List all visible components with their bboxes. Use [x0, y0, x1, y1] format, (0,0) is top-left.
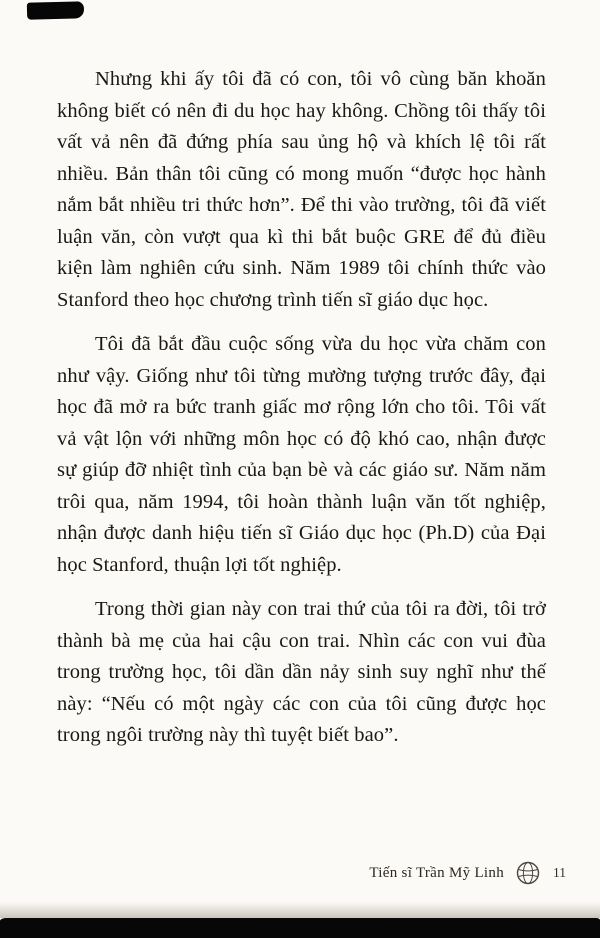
page-curl-shadow	[0, 902, 600, 918]
page-footer	[0, 858, 600, 888]
page-number: 11	[553, 865, 566, 880]
scan-artifact-top	[27, 1, 84, 19]
globe-icon	[513, 859, 543, 887]
paragraph-3: Trong thời gian này con trai thứ của tôi ra đời, tôi trở thành bà mẹ của hai cậu con trai. Nhìn các con vui đùa trong trường học, tôi dần dần nảy sinh suy nghĩ như thế này: “Nếu có một ngày các con của tôi cũng được học trong ngôi trường này thì tuyệt biết bao”.	[57, 598, 546, 746]
footer-book-title: Tiến sĩ Trần Mỹ Linh	[369, 864, 504, 881]
page-text	[57, 64, 546, 765]
scan-artifact-bottom	[0, 918, 600, 938]
paragraph-1: Nhưng khi ấy tôi đã có con, tôi vô cùng băn khoăn không biết có nên đi du học hay không. Chồng tôi thấy tôi vất vả nên đã đứng phía sau ủng hộ và khích lệ tôi rất nhiều. Bản thân tôi cũng có mong muốn “được học hành nắm bắt nhiều tri thức hơn”. Để thi vào trường, tôi đã viết luận văn, còn vượt qua kì thi bắt buộc GRE để đủ điều kiện làm nghiên cứu sinh. Năm 1989 tôi chính thức vào Stanford theo học chương trình tiến sĩ giáo dục học.	[57, 68, 546, 311]
paragraph-2: Tôi đã bắt đầu cuộc sống vừa du học vừa chăm con như vậy. Giống như tôi từng mường tượng trước đây, đại học đã mở ra bức tranh giấc mơ rộng lớn cho tôi. Tôi vất vả vật lộn với những môn học có độ khó cao, nhận được sự giúp đỡ nhiệt tình của bạn bè và các giáo sư. Năm năm trôi qua, năm 1994, tôi hoàn thành luận văn tốt nghiệp, nhận được danh hiệu tiến sĩ Giáo dục học (Ph.D) của Đại học Stanford, thuận lợi tốt nghiệp.	[57, 333, 546, 576]
